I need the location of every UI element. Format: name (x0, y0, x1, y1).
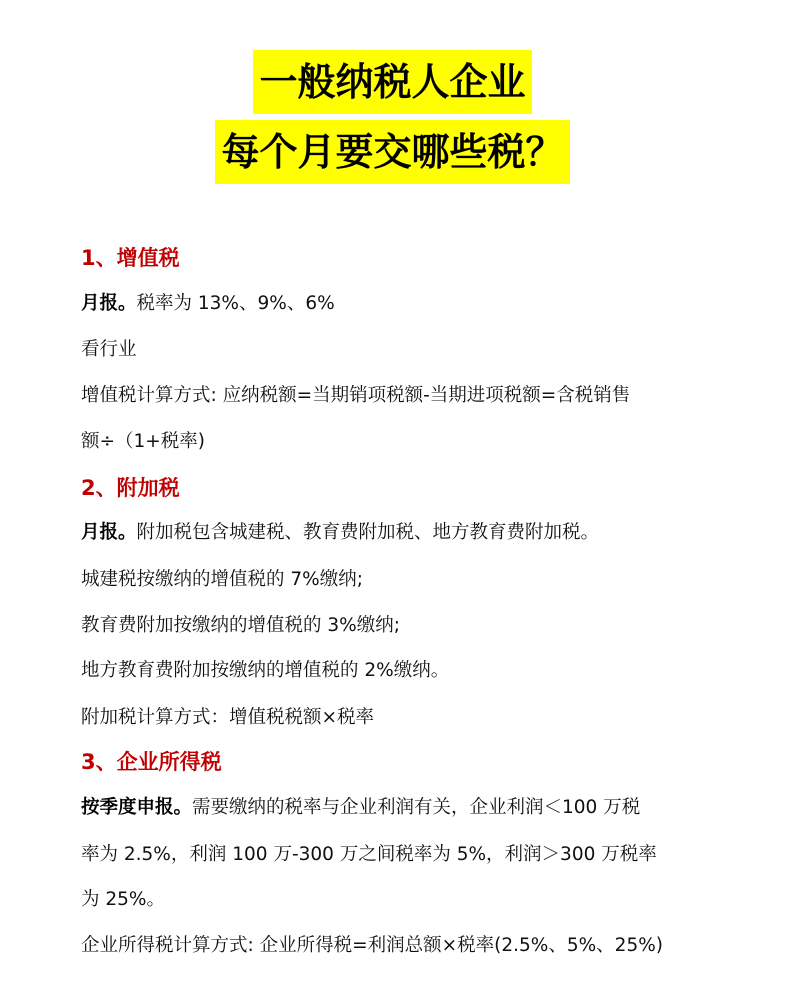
surcharge-intro-text: 附加税包含城建税、教育费附加税、地方教育费附加税。 (136, 522, 600, 543)
title-highlight-1: 一般纳税人企业 (253, 50, 531, 114)
section-heading-surcharge: 2、附加税 (81, 476, 180, 500)
page-title-line-2 (0, 120, 785, 184)
vat-lead-bold: 月报。 (81, 293, 137, 314)
section-heading-vat: 1、增值税 (81, 246, 180, 270)
vat-formula-line-1: 增值税计算方式: 应纳税额=当期销项税额-当期进项税额=含税销售 (81, 385, 631, 406)
cit-formula-line: 企业所得税计算方式: 企业所得税=利润总额×税率(2.5%、5%、25%) (81, 935, 664, 956)
urban-construction-tax-line: 城建税按缴纳的增值税的 7%缴纳; (81, 569, 363, 590)
education-surcharge-line: 教育费附加按缴纳的增值税的 3%缴纳; (81, 615, 400, 636)
surcharge-formula-line: 附加税计算方式：增值税税额×税率 (81, 707, 375, 728)
vat-industry-line: 看行业 (81, 339, 137, 360)
vat-rate-line (81, 289, 335, 315)
cit-rate-line-3: 为 25%。 (81, 889, 165, 910)
cit-rate-line-1 (81, 793, 640, 819)
surcharge-lead-bold: 月报。 (81, 522, 137, 543)
cit-rate-line-2: 率为 2.5%，利润 100 万-300 万之间税率为 5%，利润＞300 万税率 (81, 844, 657, 865)
title-highlight-2: 每个月要交哪些税？ (215, 120, 569, 184)
cit-lead-bold: 按季度申报。 (81, 797, 193, 818)
page-title-line-1 (0, 50, 785, 114)
section-heading-corporate-income-tax: 3、企业所得税 (81, 750, 222, 774)
vat-rate-text: 税率为 13%、9%、6% (136, 293, 335, 314)
cit-rate-text-1: 需要缴纳的税率与企业利润有关，企业利润＜100 万税 (192, 797, 641, 818)
surcharge-intro-line (81, 518, 599, 544)
local-education-surcharge-line: 地方教育费附加按缴纳的增值税的 2%缴纳。 (81, 660, 450, 681)
vat-formula-line-2: 额÷（1+税率) (81, 431, 205, 452)
